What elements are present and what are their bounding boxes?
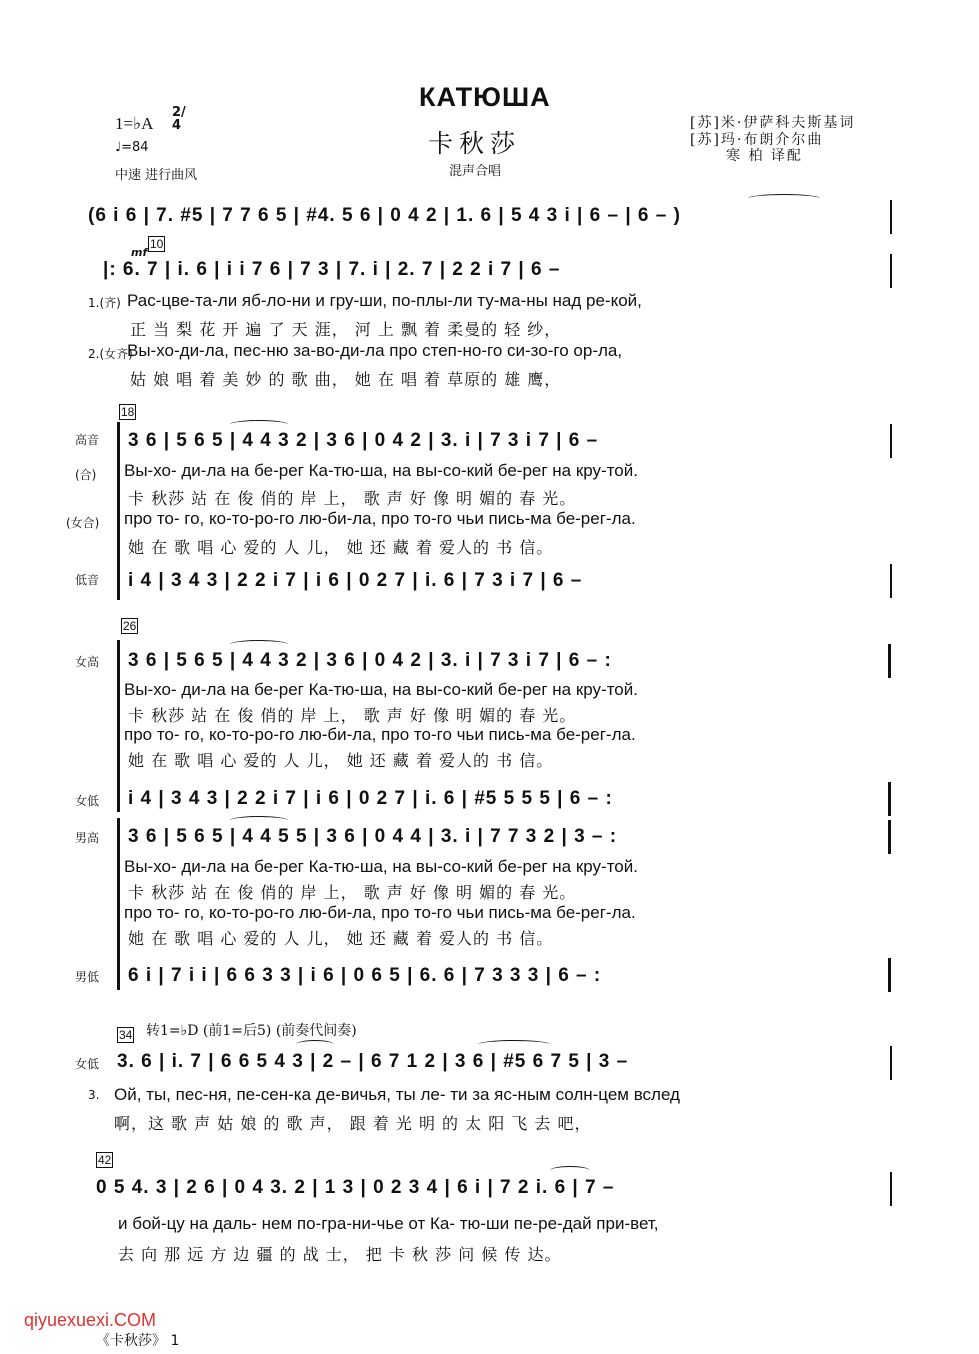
part-label-bass: 男低 bbox=[75, 970, 100, 984]
part-label-women-chorus: (女合) bbox=[66, 516, 100, 530]
song-title: КАТЮША bbox=[419, 82, 551, 112]
section18-bottom-notes: i 4 | 3 4 3 | 2 2 i 7 | i 6 | 0 2 7 | i. 6 | 7 3 i 7 | 6 – bbox=[128, 570, 583, 591]
key-signature: 1=♭A bbox=[115, 114, 154, 133]
section26-tenor-notes: 3 6 | 5 6 5 | 4 4 5 5 | 3 6 | 0 4 4 | 3. i | 7 7 3 2 | 3 – : bbox=[128, 826, 618, 847]
measure-number-34: 34 bbox=[119, 1028, 133, 1042]
verse2-lyrics-chinese: 姑 娘 唱 着 美 妙 的 歌 曲， 她 在 唱 着 草原的 雄 鹰， bbox=[130, 370, 562, 389]
verse1-lyrics-russian: Рас-цве-та-ли яб-ло-ни и гру-ши, по-плы-ли ту-ма-ны над ре-кой, bbox=[127, 291, 642, 310]
sec26-tenor-lyrics-chinese-1: 卡 秋莎 站 在 俊 俏的 岸 上， 歌 声 好 像 明 媚的 春 光。 bbox=[128, 883, 577, 902]
verse3-continued-chinese: 去 向 那 远 方 边 疆 的 战 士， 把 卡 秋 莎 问 候 传 达。 bbox=[118, 1245, 562, 1264]
part-label-bass: 低音 bbox=[75, 573, 100, 587]
part-label-soprano: 女高 bbox=[75, 655, 100, 669]
tie bbox=[230, 420, 288, 429]
intro-slur bbox=[748, 194, 820, 203]
part-label-chorus: (合) bbox=[75, 468, 97, 482]
sec18-lyrics-chinese-1: 卡 秋莎 站 在 俊 俏的 岸 上， 歌 声 好 像 明 媚的 春 光。 bbox=[128, 489, 577, 508]
measure-number-10: 10 bbox=[150, 237, 164, 251]
song-subtitle: 混声合唱 bbox=[449, 164, 502, 179]
section10-notes: |: 6. 7 | i. 6 | i i 7 6 | 7 3 | 7. i | 2. 7 | 2 2 i 7 | 6 – bbox=[103, 259, 561, 280]
part-label-alto: 女低 bbox=[75, 1057, 100, 1071]
sec26-tenor-lyrics-russian-1: Вы-хо- ди-ла на бе-рег Ка-тю-ша, на вы-со-кий бе-рег на кру-той. bbox=[124, 857, 638, 876]
part-label-alto: 女低 bbox=[75, 794, 100, 808]
verse1-lyrics-chinese: 正 当 梨 花 开 遍 了 天 涯， 河 上 飘 着 柔曼的 轻 纱， bbox=[130, 320, 562, 339]
section34-notes: 3. 6 | i. 7 | 6 6 5 4 3 | 2 – | 6 7 1 2 | 3 6 | #5 6 7 5 | 3 – bbox=[117, 1051, 629, 1072]
section26-alto-notes: i 4 | 3 4 3 | 2 2 i 7 | i 6 | 0 2 7 | i. 6 | #5 5 5 5 | 6 – : bbox=[128, 788, 613, 809]
song-title-chinese: 卡秋莎 bbox=[428, 129, 522, 158]
measure-number-18: 18 bbox=[121, 405, 135, 419]
intro-notes: (6 i 6 | 7. #5 | 7 7 6 5 | #4. 5 6 | 0 4 2 | 1. 6 | 5 4 3 i | 6 – | 6 – ) bbox=[88, 205, 681, 226]
tie bbox=[230, 816, 288, 825]
sec26-soprano-lyrics-russian-2: про то- го, ко-то-ро-го лю-би-ла, про то-го чьи пись-ма бе-рег-ла. bbox=[124, 725, 636, 744]
slur bbox=[550, 1166, 590, 1175]
system-bracket bbox=[117, 818, 120, 990]
final-repeat-bar bbox=[888, 782, 891, 816]
section26-bass-notes: 6 i | 7 i i | 6 6 3 3 | i 6 | 0 6 5 | 6. 6 | 7 3 3 3 | 6 – : bbox=[128, 965, 602, 986]
dynamic-mark: mf bbox=[131, 246, 148, 259]
page-footer-cut: 《卡秋莎》 1 bbox=[96, 1333, 180, 1349]
modulation-mark: 转1=♭D (前1=后5) (前奏代间奏) bbox=[146, 1023, 357, 1039]
part-label-tenor: 男高 bbox=[75, 831, 100, 845]
barline bbox=[890, 254, 892, 288]
sec26-tenor-lyrics-russian-2: про то- го, ко-то-ро-го лю-би-ла, про то-го чьи пись-ма бе-рег-ла. bbox=[124, 903, 636, 922]
system-bracket bbox=[117, 640, 120, 812]
verse3-label: 3. bbox=[88, 1088, 100, 1102]
tempo-mark: ♩=84 bbox=[115, 140, 149, 155]
barline bbox=[890, 200, 892, 234]
sec18-lyrics-russian-2: про то- го, ко-то-ро-го лю-би-ла, про то-го чьи пись-ма бе-рег-ла. bbox=[124, 509, 636, 528]
final-repeat-bar bbox=[888, 958, 891, 992]
style-mark: 中速 进行曲风 bbox=[115, 168, 198, 183]
time-signature: 2/4 bbox=[172, 105, 186, 133]
slur bbox=[478, 1040, 550, 1049]
verse3-lyrics-russian: Ой, ты, пес-ня, пе-сен-ка де-вичья, ты ле- ти за яс-ным солн-цем вслед bbox=[114, 1085, 680, 1104]
barline bbox=[890, 1046, 892, 1080]
measure-number-42: 42 bbox=[98, 1153, 112, 1167]
barline bbox=[890, 1172, 892, 1206]
sec26-soprano-lyrics-russian-1: Вы-хо- ди-ла на бе-рег Ка-тю-ша, на вы-со-кий бе-рег на кру-той. bbox=[124, 680, 638, 699]
verse3-continued-russian: и бой-цу на даль- нем по-гра-ни-чье от Ка- тю-ши пе-ре-дай при-вет, bbox=[118, 1214, 659, 1233]
tie bbox=[230, 640, 288, 649]
section26-soprano-notes: 3 6 | 5 6 5 | 4 4 3 2 | 3 6 | 0 4 2 | 3. i | 7 3 i 7 | 6 – : bbox=[128, 650, 612, 671]
sec18-lyrics-russian-1: Вы-хо- ди-ла на бе-рег Ка-тю-ша, на вы-со-кий бе-рег на кру-той. bbox=[124, 461, 638, 480]
slur bbox=[296, 1040, 334, 1049]
verse2-lyrics-russian: Вы-хо-ди-ла, пес-ню за-во-ди-ла про степ-но-го си-зо-го ор-ла, bbox=[127, 341, 623, 360]
credit-lyricist: [苏]米·伊萨科夫斯基词 bbox=[690, 115, 856, 131]
barline bbox=[890, 564, 892, 598]
final-repeat-bar bbox=[888, 820, 891, 854]
barline bbox=[890, 424, 892, 458]
verse1-label: 1.(齐) bbox=[88, 296, 121, 310]
final-repeat-bar bbox=[888, 644, 891, 678]
section42-notes: 0 5 4. 3 | 2 6 | 0 4 3. 2 | 1 3 | 0 2 3 4 | 6 i | 7 2 i. 6 | 7 – bbox=[96, 1177, 615, 1198]
sec26-tenor-lyrics-chinese-2: 她 在 歌 唱 心 爱的 人 儿， 她 还 藏 着 爱人的 书 信。 bbox=[128, 929, 554, 948]
watermark: qiyuexuexi.COM bbox=[24, 1310, 157, 1330]
sec26-soprano-lyrics-chinese-1: 卡 秋莎 站 在 俊 俏的 岸 上， 歌 声 好 像 明 媚的 春 光。 bbox=[128, 706, 577, 725]
measure-number-26: 26 bbox=[123, 619, 137, 633]
system-bracket bbox=[117, 422, 120, 600]
verse2-label: 2.(女齐) bbox=[88, 347, 133, 361]
part-label-soprano: 高音 bbox=[75, 433, 100, 447]
credit-arranger: 寒 柏 译配 bbox=[726, 148, 803, 164]
sec18-lyrics-chinese-2: 她 在 歌 唱 心 爱的 人 儿， 她 还 藏 着 爱人的 书 信。 bbox=[128, 538, 554, 557]
sec26-soprano-lyrics-chinese-2: 她 在 歌 唱 心 爱的 人 儿， 她 还 藏 着 爱人的 书 信。 bbox=[128, 751, 554, 770]
verse3-lyrics-chinese: 啊，这 歌 声 姑 娘 的 歌 声， 跟 着 光 明 的 太 阳 飞 去 吧， bbox=[114, 1114, 592, 1133]
credit-composer: [苏]玛·布朗介尔曲 bbox=[690, 132, 824, 148]
section18-top-notes: 3 6 | 5 6 5 | 4 4 3 2 | 3 6 | 0 4 2 | 3. i | 7 3 i 7 | 6 – bbox=[128, 430, 599, 451]
